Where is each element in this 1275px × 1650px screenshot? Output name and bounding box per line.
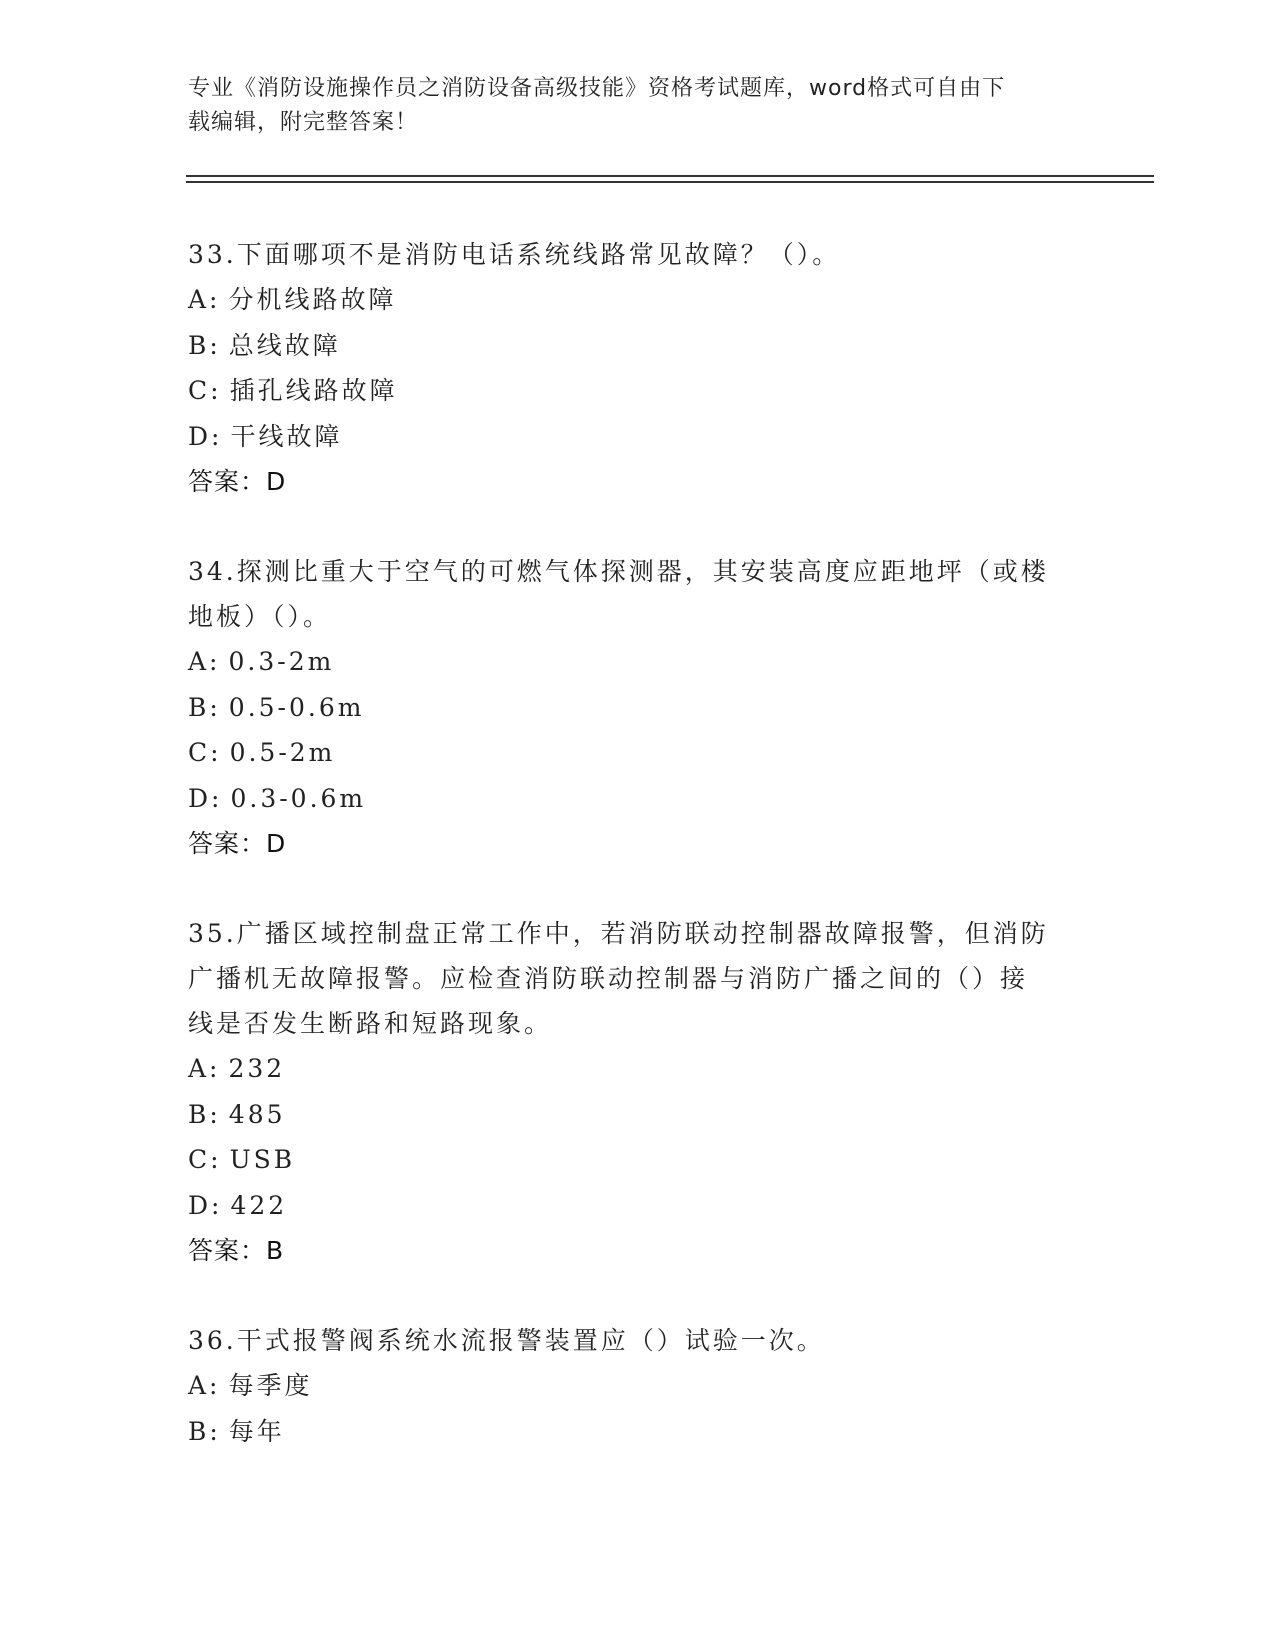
header-divider: [186, 175, 1154, 177]
question-stem: 广播机无故障报警。应检查消防联动控制器与消防广播之间的（）接: [188, 964, 1029, 993]
option-a: [188, 1363, 1088, 1409]
option-d: [188, 776, 1088, 822]
option-key: C:: [188, 738, 222, 767]
option-key: B:: [188, 692, 221, 722]
option-b: [188, 1092, 1088, 1138]
option-key: C:: [188, 1145, 222, 1174]
option-key: A:: [188, 1371, 221, 1400]
answer-line: 答案：D: [188, 829, 287, 858]
document-header: [188, 72, 1068, 140]
option-d: [188, 414, 1088, 460]
option-key: C:: [188, 376, 222, 405]
option-text: 干线故障: [230, 421, 343, 451]
option-text: 232: [228, 1054, 286, 1083]
option-key: D:: [188, 421, 223, 451]
option-key: A:: [188, 285, 221, 314]
question-stem: 线是否发生断路和短路现象。: [188, 1009, 553, 1038]
question-stem: 34.探测比重大于空气的可燃气体探测器，其安装高度应距地坪（或楼: [188, 557, 1049, 586]
question-item: [188, 232, 1088, 505]
option-text: 总线故障: [228, 330, 341, 360]
option-d: [188, 1183, 1088, 1229]
header-line: 载编辑，附完整答案！: [188, 110, 419, 135]
option-text: 0.3-0.6m: [230, 783, 367, 813]
option-a: [188, 277, 1088, 323]
question-item: [188, 1318, 1088, 1454]
answer-line: 答案：B: [188, 1236, 285, 1265]
option-key: A:: [188, 1054, 221, 1083]
question-stem: 36.干式报警阀系统水流报警装置应（）试验一次。: [188, 1326, 825, 1355]
question-stem: 33.下面哪项不是消防电话系统线路常见故障？（）。: [188, 240, 841, 269]
option-b: [188, 323, 1088, 369]
option-b: [188, 1409, 1088, 1455]
option-text: 每年: [228, 1416, 285, 1446]
option-key: D:: [188, 783, 223, 813]
question-item: [188, 549, 1088, 867]
option-c: [188, 730, 1088, 776]
option-text: 485: [228, 1099, 286, 1129]
option-text: 插孔线路故障: [229, 376, 398, 405]
option-b: [188, 685, 1088, 731]
question-stem: 35.广播区域控制盘正常工作中，若消防联动控制器故障报警，但消防: [188, 919, 1049, 948]
option-key: B:: [188, 1099, 221, 1129]
option-text: 0.5-0.6m: [228, 692, 365, 722]
option-c: [188, 1137, 1088, 1183]
option-key: B:: [188, 330, 221, 360]
answer-line: 答案：D: [188, 467, 287, 496]
option-text: 422: [230, 1190, 288, 1220]
option-text: 0.5-2m: [229, 738, 336, 767]
option-a: [188, 1046, 1088, 1092]
question-stem: 地板）（）。: [188, 602, 332, 631]
option-key: D:: [188, 1190, 223, 1220]
header-divider: [186, 181, 1154, 183]
question-list: [188, 232, 1088, 1498]
question-item: [188, 911, 1088, 1274]
option-c: [188, 368, 1088, 414]
option-a: [188, 639, 1088, 685]
option-text: 0.3-2m: [228, 647, 335, 676]
header-line: 专业《消防设施操作员之消防设备高级技能》资格考试题库，word格式可自由下: [188, 76, 1006, 101]
option-key: B:: [188, 1416, 221, 1446]
option-text: USB: [229, 1145, 296, 1174]
option-text: 分机线路故障: [228, 285, 397, 314]
option-key: A:: [188, 647, 221, 676]
option-text: 每季度: [228, 1371, 313, 1400]
